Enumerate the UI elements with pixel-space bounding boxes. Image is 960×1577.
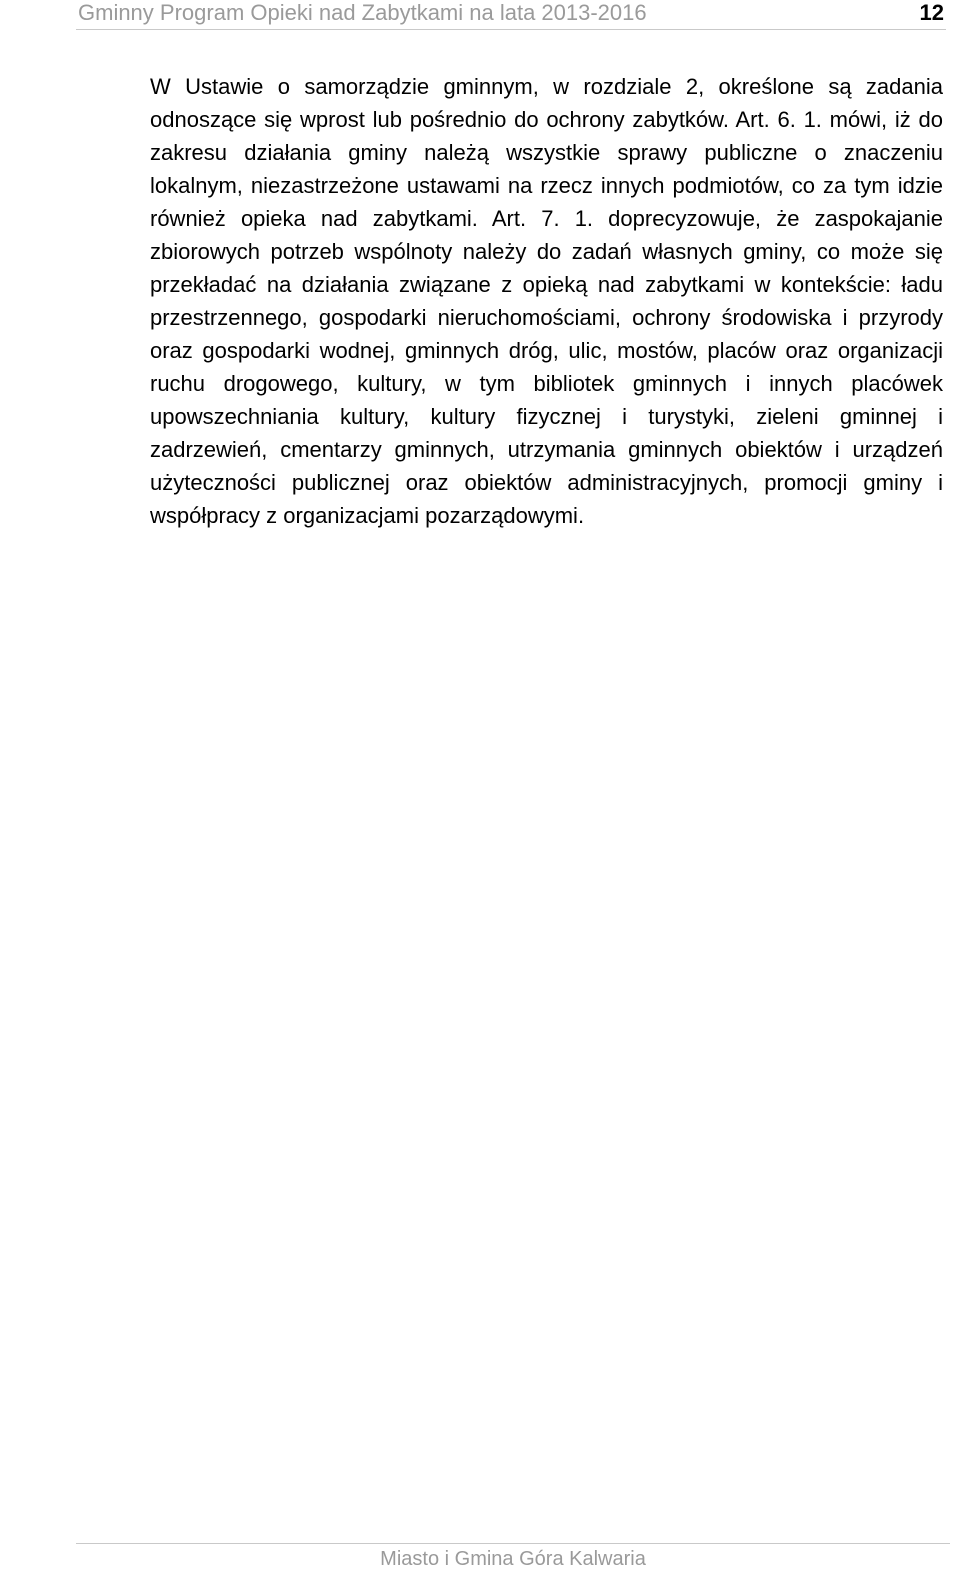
page-number: 12 xyxy=(919,0,944,25)
page-footer xyxy=(76,1543,950,1577)
body-paragraph: W Ustawie o samorządzie gminnym, w rozdziale 2, określone są zadania odnoszące się wprost lub pośrednio do ochrony zabytków. Art. 6. 1. mówi, iż do zakresu działania gminy należą wszystkie sprawy publiczne o znaczeniu lokalnym, niezastrzeżone ustawami na rzecz innych podmiotów, co za tym idzie również opieka nad zabytkami. Art. 7. 1. doprecyzowuje, że zaspokajanie zbiorowych potrzeb wspólnoty należy do zadań własnych gminy, co może się przekładać na działania związane z opieką nad zabytkami w kontekście: ładu przestrzennego, gospodarki nieruchomościami, ochrony środowiska i przyrody oraz gospodarki wodnej, gminnych dróg, ulic, mostów, placów oraz organizacji ruchu drogowego, kultury, w tym bibliotek gminnych i innych placówek upowszechniania kultury, kultury fizycznej i turystyki, zieleni gminnej i zadrzewień, cmentarzy gminnych, utrzymania gminnych obiektów i urządzeń użyteczności publicznej oraz obiektów administracyjnych, promocji gminy i współpracy z organizacjami pozarządowymi. xyxy=(150,74,943,528)
footer-text: Miasto i Gmina Góra Kalwaria xyxy=(380,1548,646,1570)
header-title: Gminny Program Opieki nad Zabytkami na lata 2013-2016 xyxy=(78,0,647,25)
page-header xyxy=(76,0,946,30)
